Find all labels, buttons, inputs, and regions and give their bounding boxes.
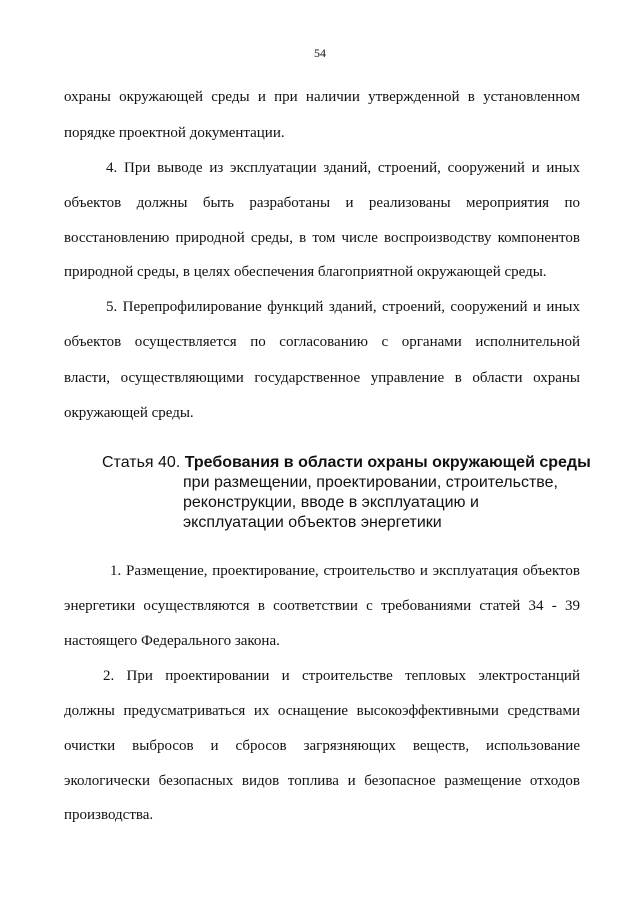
paragraph-line: настоящего Федерального закона. [64, 633, 280, 649]
article-title-line: Требования в области охраны окружающей среды [184, 454, 591, 471]
article-prefix: Статья 40. [102, 454, 181, 471]
article-title-line: эксплуатации объектов энергетики [183, 514, 442, 531]
paragraph-line: 1. Размещение, проектирование, строительство и эксплуатация объектов [110, 563, 580, 579]
paragraph-line: восстановлению природной среды, в том числе воспроизводству компонентов [64, 230, 580, 246]
paragraph-line: объектов осуществляется по согласованию с органами исполнительной [64, 334, 580, 350]
paragraph-line: 4. При выводе из эксплуатации зданий, строений, сооружений и иных [106, 160, 580, 176]
paragraph-line: природной среды, в целях обеспечения благоприятной окружающей среды. [64, 264, 547, 280]
article-title-line: при размещении, проектировании, строительстве, [183, 474, 558, 491]
paragraph-line: власти, осуществляющими государственное управление в области охраны [64, 370, 580, 386]
paragraph-line: должны предусматриваться их оснащение высокоэффективными средствами [64, 703, 580, 719]
paragraph-line: 5. Перепрофилирование функций зданий, строений, сооружений и иных [106, 299, 580, 315]
article-heading [102, 453, 591, 473]
page-number: 54 [314, 46, 326, 60]
paragraph-line: 2. При проектировании и строительстве тепловых электростанций [103, 668, 580, 684]
paragraph-line: охраны окружающей среды и при наличии утвержденной в установленном [64, 89, 580, 105]
paragraph-line: очистки выбросов и сбросов загрязняющих веществ, использование [64, 738, 580, 754]
paragraph-line: экологически безопасных видов топлива и безопасное размещение отходов [64, 773, 580, 789]
paragraph-line: окружающей среды. [64, 405, 194, 421]
paragraph-line: порядке проектной документации. [64, 125, 285, 141]
article-title-line: реконструкции, вводе в эксплуатацию и [183, 494, 479, 511]
paragraph-line: энергетики осуществляются в соответствии с требованиями статей 34 - 39 [64, 598, 580, 614]
paragraph-line: производства. [64, 807, 154, 823]
paragraph-line: объектов должны быть разработаны и реализованы мероприятия по [64, 195, 580, 211]
